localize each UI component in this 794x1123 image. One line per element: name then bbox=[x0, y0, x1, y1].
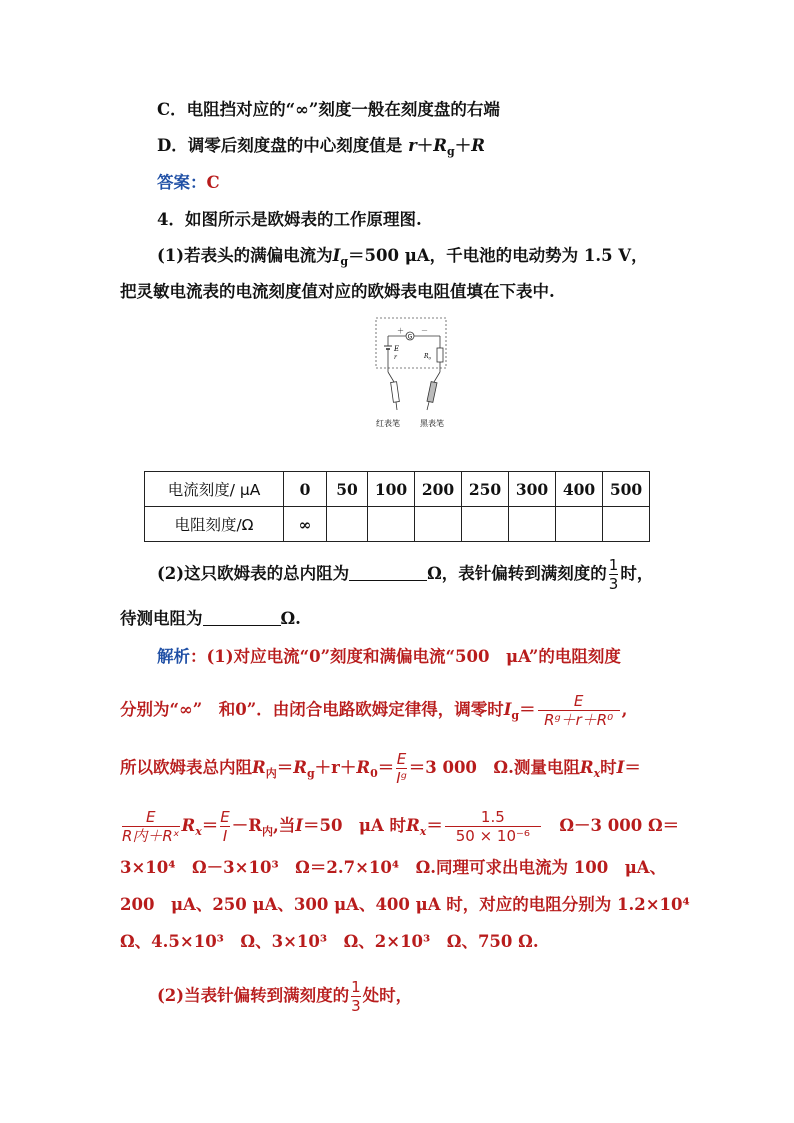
table-cell: 200 bbox=[415, 472, 462, 507]
table-cell[interactable] bbox=[462, 507, 509, 542]
question-4-part1: (1)若表头的满偏电流为$I_g=500$ μA，千电池的电动势为 1.5 V， bbox=[157, 246, 648, 268]
blank-total-resistance[interactable] bbox=[349, 564, 427, 581]
galvanometer-label: G bbox=[407, 333, 413, 341]
table-cell: ∞ bbox=[284, 507, 327, 542]
table-row-current bbox=[145, 472, 650, 507]
table-cell: 500 bbox=[603, 472, 650, 507]
resistor-r0 bbox=[437, 348, 443, 362]
emf-label: E bbox=[394, 345, 400, 353]
table-cell[interactable] bbox=[556, 507, 603, 542]
analysis-line-8: (2)当表针偏转到满刻度的 $\frac{1}{3}$ 处时， bbox=[157, 978, 413, 1015]
option-d-text: D．调零后刻度盘的中心刻度值是 bbox=[157, 136, 409, 155]
table-cell[interactable] bbox=[368, 507, 415, 542]
table-cell: 100 bbox=[368, 472, 415, 507]
ohmmeter-circuit-diagram bbox=[374, 316, 454, 432]
question-4-part2: (2)这只欧姆表的总内阻为 Ω，表针偏转到满刻度的 $\frac{1}{3}$ 时， bbox=[157, 556, 654, 593]
black-probe-icon bbox=[427, 372, 440, 410]
analysis-line-6: 200 μA、250 μA、300 μA、400 μA 时，对应的电阻分别为 1.2×10⁴ bbox=[120, 895, 690, 914]
red-pen-label: 红表笔 bbox=[376, 419, 400, 428]
table-header-current: 电流刻度/ μA bbox=[145, 472, 284, 507]
resistance-scale-table bbox=[144, 471, 650, 542]
option-c: C．电阻挡对应的“∞”刻度一般在刻度盘的右端 bbox=[157, 100, 500, 119]
internal-resistance-label: r bbox=[394, 354, 397, 361]
table-cell: 300 bbox=[509, 472, 556, 507]
question-4-part2-cont: 待测电阻为 Ω. bbox=[120, 609, 301, 628]
dashed-box bbox=[376, 318, 446, 368]
table-row-resistance bbox=[145, 507, 650, 542]
black-pen-label: 黑表笔 bbox=[420, 419, 444, 428]
table-cell[interactable] bbox=[415, 507, 462, 542]
r0-label: $R_0$ bbox=[424, 353, 432, 361]
analysis-line-5: 3×10⁴ Ω－3×10³ Ω＝2.7×10⁴ Ω.同理可求出电流为 100 μA、 bbox=[120, 858, 667, 877]
table-cell: 250 bbox=[462, 472, 509, 507]
table-cell: 0 bbox=[284, 472, 327, 507]
answer bbox=[157, 171, 220, 195]
option-d: D．调零后刻度盘的中心刻度值是 $r+R_g+R$ bbox=[157, 136, 485, 158]
analysis-label: 解析 bbox=[157, 647, 190, 666]
red-probe-icon bbox=[388, 372, 399, 410]
table-cell[interactable] bbox=[509, 507, 556, 542]
analysis-line-3: 所以欧姆表总内阻$R_内=R_g+r+R_0=$ $\frac{E}{\text{Iᵍ}}$ ＝3 000 Ω.测量电阻$R_x$时I＝ bbox=[120, 750, 641, 787]
analysis-line-7: Ω、4.5×10³ Ω、3×10³ Ω、2×10³ Ω、750 Ω. bbox=[120, 932, 539, 951]
analysis-line-1: 解析：(1)对应电流“0”刻度和满偏电流“500 μA”的电阻刻度 bbox=[157, 647, 621, 666]
table-cell: 50 bbox=[327, 472, 368, 507]
table-cell: 400 bbox=[556, 472, 603, 507]
question-4-title: 4．如图所示是欧姆表的工作原理图. bbox=[157, 210, 422, 229]
table-cell[interactable] bbox=[603, 507, 650, 542]
analysis-line-2: 分别为“∞” 和0”．由闭合电路欧姆定律得，调零时$I_g=$ $\frac{E}{\text{Rᵍ＋r＋R⁰}}$ , bbox=[120, 692, 628, 729]
analysis-line-4: $\frac{E}{\text{R内＋Rˣ}}$ $R_x=$ $\frac{E}{I}$ $-R_内$,当I＝50 μA 时$R_x=$ $\frac{1.5}{\text{50 × 10⁻⁶}}$ Ω－3 000 Ω＝ bbox=[122, 808, 680, 845]
answer-value: C bbox=[206, 173, 220, 192]
table-cell[interactable] bbox=[327, 507, 368, 542]
minus-sign: － bbox=[421, 327, 428, 335]
answer-label: 答案： bbox=[157, 173, 207, 192]
question-4-part1-cont: 把灵敏电流表的电流刻度值对应的欧姆表电阻值填在下表中. bbox=[120, 282, 555, 301]
table-header-resistance: 电阻刻度/Ω bbox=[145, 507, 284, 542]
plus-sign: ＋ bbox=[397, 327, 404, 335]
blank-measured-resistance[interactable] bbox=[203, 609, 281, 626]
